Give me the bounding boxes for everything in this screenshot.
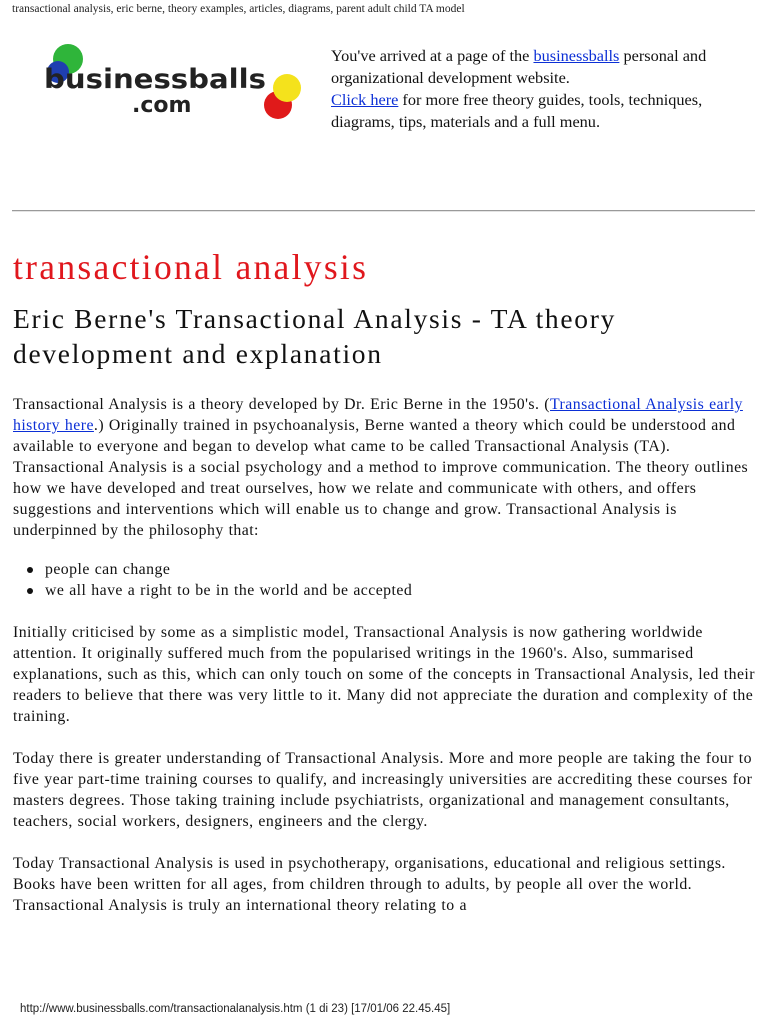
logo-text-sub: .com (132, 93, 192, 118)
paragraph-intro-start: Transactional Analysis is a theory developed by Dr. Eric Berne in the 1950's. ( (13, 396, 550, 413)
businessballs-logo[interactable] (38, 42, 308, 122)
paragraph-intro (13, 394, 758, 541)
logo-yellow-ball (273, 74, 301, 102)
paragraph-intro-end: .) Originally trained in psychoanalysis, Berne wanted a theory which could be understood and available to everyone and began to develop what came to be called Transactional Analysis (TA). Transactional Analysis is a social psychology and a method to improve communication. The theory outlines how we have developed and treat ourselves, how we relate and communicate with others, and offers suggestions and interventions which will enable us to change and grow. Transactional Analysis is underpinned by the philosophy that: (13, 417, 749, 539)
intro-line2-suffix: for more free theory guides, tools, techniques, diagrams, tips, materials and a full menu. (331, 90, 703, 131)
click-here-link[interactable]: Click here (331, 90, 399, 109)
article-subheading: Eric Berne's Transactional Analysis - TA theory development and explanation (13, 303, 617, 369)
intro-text (331, 45, 761, 133)
paragraph-criticism: Initially criticised by some as a simplistic model, Transactional Analysis is now gathering worldwide attention. It originally suffered much from the popularised writings in the 1960's. Also, summarised explanations, such as this, which can only touch on some of the concepts in Transactional Analysis, led their readers to believe that there was very little to it. Many did not appreciate the duration and complexity of the training. (13, 624, 755, 725)
businessballs-link[interactable]: businessballs (533, 46, 620, 65)
article-heading: transactional analysis (13, 247, 369, 287)
list-item: people can change (45, 559, 758, 580)
horizontal-divider (12, 210, 755, 212)
logo-graphic (38, 42, 308, 122)
paragraph-usage: Today Transactional Analysis is used in psychotherapy, organisations, educational and religious settings. Books have been written for all ages, from children through to adults, by people all over the world. Transactional Analysis is truly an international theory relating to a (13, 855, 726, 914)
article-body (13, 245, 758, 916)
early-history-link[interactable]: Transactional Analysis early history here (13, 396, 743, 434)
logo-text-main: businessballs (44, 64, 266, 95)
page-header-title: transactional analysis, eric berne, theory examples, articles, diagrams, parent adult child TA model (12, 3, 465, 15)
list-item: we all have a right to be in the world and be accepted (45, 580, 758, 601)
paragraph-understanding: Today there is greater understanding of Transactional Analysis. More and more people are taking the four to five year part-time training courses to qualify, and increasingly universities are accrediting these courses for masters degrees. Those taking training include psychiatrists, organizational and management consultants, teachers, social workers, designers, engineers and the clergy. (13, 750, 753, 830)
philosophy-list (13, 559, 758, 601)
intro-line1-prefix: You've arrived at a page of the (331, 46, 534, 65)
page-footer-url: http://www.businessballs.com/transactionalanalysis.htm (1 di 23) [17/01/06 22.45.45] (20, 1003, 451, 1015)
intro-line1-suffix: personal and organizational development website. (331, 46, 707, 87)
